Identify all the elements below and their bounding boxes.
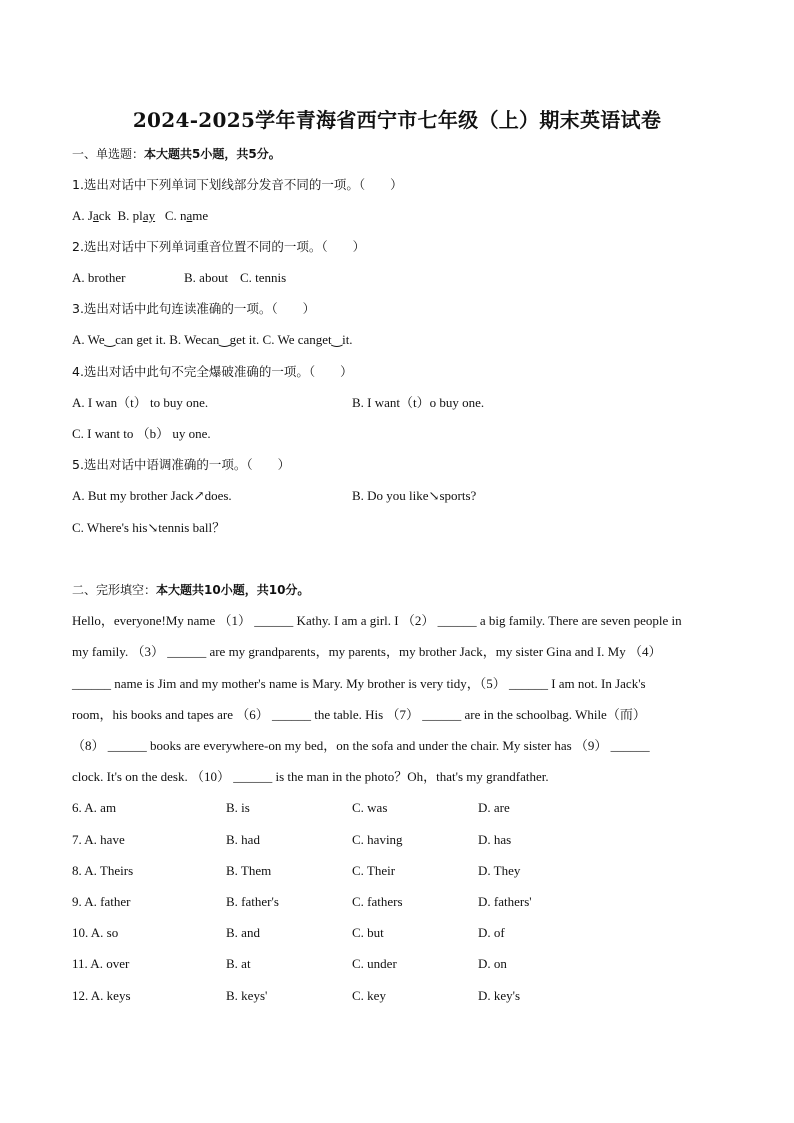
cloze-6-option-a: 6. A. am [72,800,117,815]
cloze-8-option-b: B. Them [226,863,272,878]
passage-line: room，his books and tapes are （6） ______ the table. His （7） ______ are in the schoolbag. While（而） [72,707,646,722]
cloze-11-option-d: D. on [478,956,507,971]
cloze-9-option-b: B. father's [226,894,279,909]
q1-option-c-underlined: a [186,208,193,223]
exam-title: 2024-2025学年青海省西宁市七年级（上）期末英语试卷 [132,108,662,132]
cloze-8-option-c: C. Their [352,863,396,878]
cloze-8-option-a: 8. A. Theirs [72,863,134,878]
q1-option-b-text: B. pl [117,208,143,223]
q4-option-b: B. I want（t）o buy one. [352,395,485,410]
q5-option-b: B. Do you like↘sports? [352,488,477,503]
cloze-9-option-a: 9. A. father [72,894,131,909]
section-2-info: 本大题共10小题，共10分。 [156,583,310,597]
q2-option-b: B. about [184,270,229,285]
passage-line: my family. （3） ______ are my grandparents，my parents，my brother Jack，my sister Gina and I. My （4） [72,644,662,659]
cloze-10-option-b: B. and [226,925,260,940]
passage-line: Hello，everyone!My name （1） ______ Kathy. I am a girl. I （2） ______ a big family. There are seven people in [72,613,682,628]
cloze-11-option-b: B. at [226,956,251,971]
section-2-label: 二、完形填空： [72,583,157,597]
cloze-9-option-d: D. fathers' [478,894,532,909]
q1-option-a-text: A. J [72,208,93,223]
question-2-stem: 2.选出对话中下列单词重音位置不同的一项。（ ） [72,239,366,254]
q1-option-b-underlined: ay [142,208,156,223]
question-5-stem: 5.选出对话中语调准确的一项。（ ） [72,457,291,472]
q1-option-c-text: C. n [164,208,187,223]
cloze-8-option-d: D. They [478,863,521,878]
cloze-11-option-a: 11. A. over [72,956,130,971]
cloze-10-option-d: D. of [478,925,505,940]
section-2-header [72,582,309,598]
cloze-6-option-b: B. is [226,800,250,815]
question-4-stem: 4.选出对话中此句不完全爆破准确的一项。（ ） [72,364,353,379]
section-1-info: 本大题共5小题，共5分。 [144,147,281,161]
passage-line: ______ name is Jim and my mother's name is Mary. My brother is very tidy，（5） ______ I am not. In Jack's [72,676,646,691]
q1-option-a-rest: ck [98,208,112,223]
cloze-10-option-a: 10. A. so [72,925,119,940]
q4-option-a: A. I wan（t） to buy one. [72,395,209,410]
cloze-7-option-d: D. has [478,832,512,847]
cloze-6-option-d: D. are [478,800,510,815]
cloze-6-option-c: C. was [352,800,388,815]
cloze-11-option-c: C. under [352,956,397,971]
cloze-7-option-a: 7. A. have [72,832,125,847]
q1-option-c-rest: me [192,208,209,223]
passage-line: clock. It's on the desk. （10） ______ is the man in the photo？Oh，that's my grandfather. [72,769,549,784]
cloze-7-option-b: B. had [226,832,260,847]
section-1-label: 一、单选题： [72,147,145,161]
question-1-options [72,208,208,224]
cloze-7-option-c: C. having [352,832,403,847]
cloze-12-option-b: B. keys' [226,988,268,1003]
question-1-stem: 1.选出对话中下列单词下划线部分发音不同的一项。（ ） [72,177,403,192]
q2-option-c: C. tennis [240,270,287,285]
q2-option-a: A. brother [72,270,126,285]
cloze-9-option-c: C. fathers [352,894,403,909]
q4-option-c: C. I want to （b） uy one. [72,426,211,441]
q5-option-a: A. But my brother Jack↗does. [72,488,232,503]
cloze-12-option-a: 12. A. keys [72,988,131,1003]
q5-option-c: C. Where's his↘tennis ball？ [72,520,226,535]
cloze-10-option-c: C. but [352,925,384,940]
section-1-header [72,146,281,162]
passage-line: （8） ______ books are everywhere-on my bed，on the sofa and under the chair. My sister has （9） ______ [72,738,650,753]
cloze-12-option-d: D. key's [478,988,521,1003]
cloze-12-option-c: C. key [352,988,386,1003]
q3-options: A. We‿can get it. B. Wecan‿get it. C. We canget‿it. [72,332,353,347]
q1-option-a-underlined: a [92,208,99,223]
question-3-stem: 3.选出对话中此句连读准确的一项。（ ） [72,301,316,316]
